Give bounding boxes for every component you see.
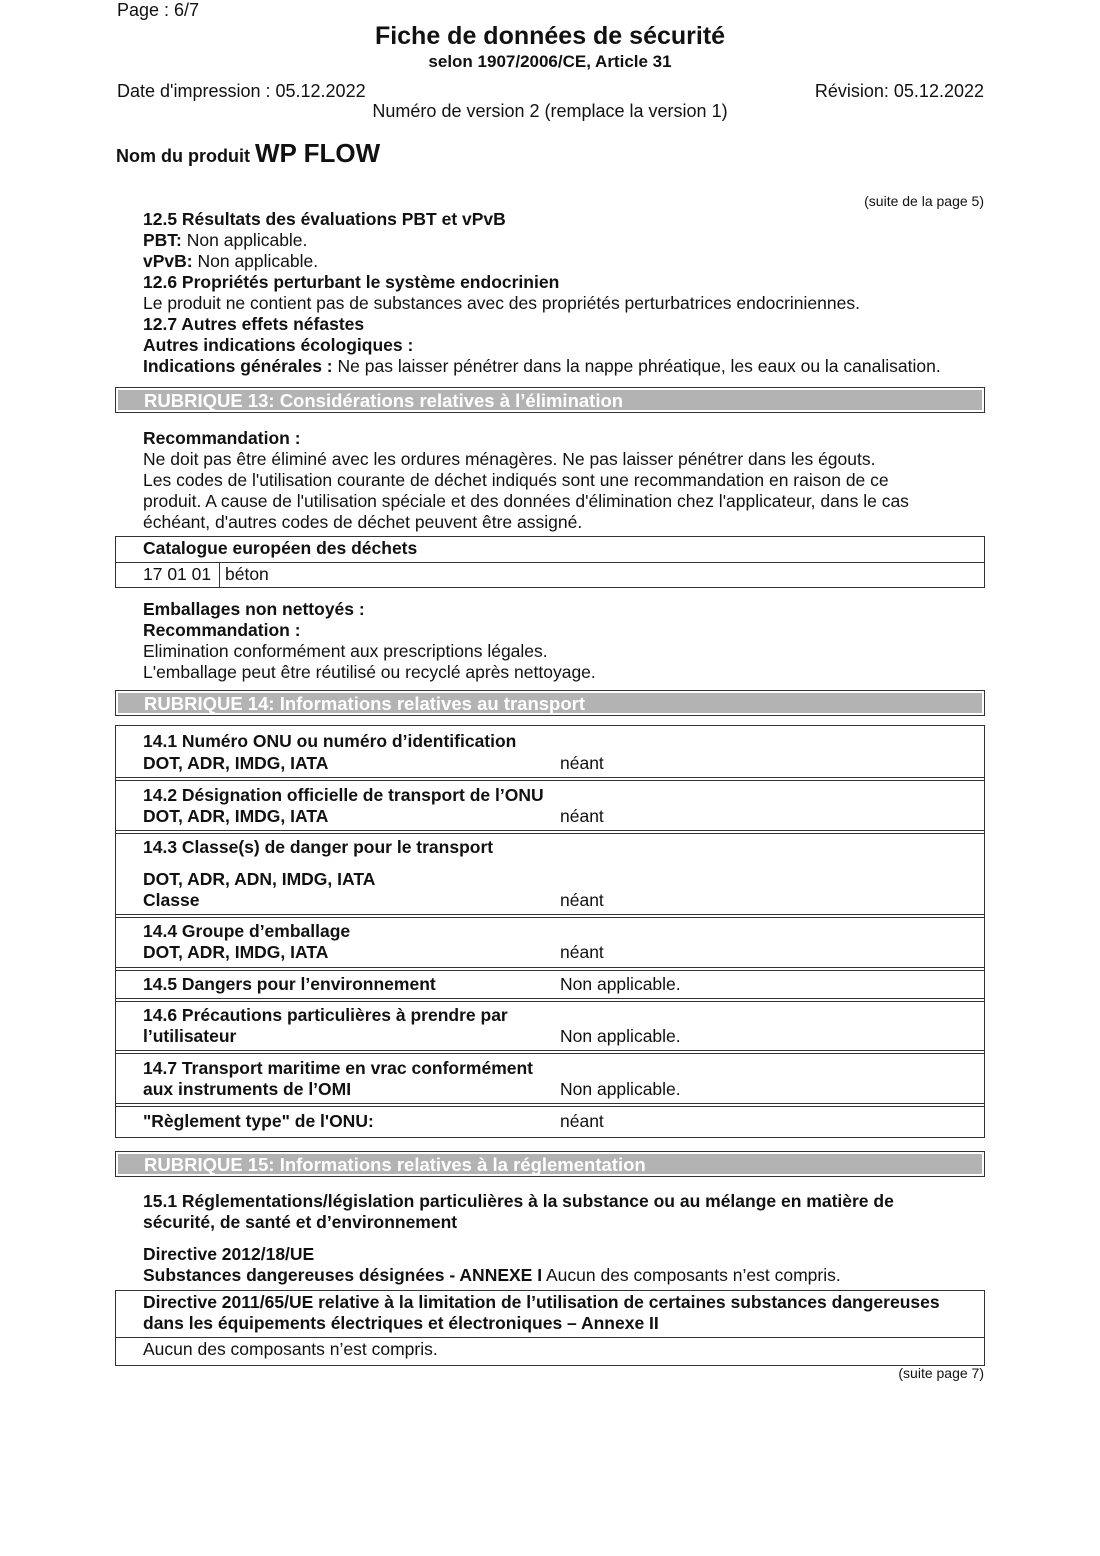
divider: [116, 1001, 984, 1002]
document-subtitle: selon 1907/2006/CE, Article 31: [428, 52, 672, 71]
divider: [116, 914, 984, 915]
transport-14-3-value: néant: [560, 890, 604, 910]
page-number: Page : 6/7: [117, 0, 200, 20]
un-model-regulation-label: "Règlement type" de l'ONU:: [143, 1111, 374, 1131]
section-12: [143, 209, 985, 377]
divider: [116, 998, 984, 999]
general-text: Ne pas laisser pénétrer dans la nappe phréatique, les eaux ou la canalisation.: [337, 356, 941, 376]
continued-from: (suite de la page 5): [864, 193, 984, 209]
transport-14-4-value: néant: [560, 942, 604, 962]
document-title: Fiche de données de sécurité: [374, 22, 726, 50]
transport-14-2-title: 14.2 Désignation officielle de transport de l’ONU: [143, 785, 544, 805]
directive-2011-table: [115, 1290, 985, 1366]
divider: [116, 1106, 984, 1107]
heading-15-1: 15.1 Réglementations/législation particulières à la substance ou au mélange en matière de: [143, 1191, 894, 1211]
divider: [116, 777, 984, 778]
waste-catalogue-table: [115, 536, 985, 588]
un-model-regulation-value: néant: [560, 1111, 604, 1131]
divider: [116, 1103, 984, 1104]
divider: [116, 967, 984, 968]
transport-14-3-title: 14.3 Classe(s) de danger pour le transport: [143, 837, 494, 857]
transport-14-7-value: Non applicable.: [560, 1079, 681, 1099]
heading-12-6: 12.6 Propriétés perturbant le système endocrinien: [143, 272, 560, 292]
heading-15-1-cont: sécurité, de santé et d’environnement: [143, 1212, 458, 1232]
vpvb-line: [143, 251, 985, 272]
divider: [116, 833, 984, 834]
divider: [116, 1337, 984, 1338]
packaging-line: L'emballage peut être réutilisé ou recyclé après nettoyage.: [143, 662, 596, 682]
recommendation-line: produit. A cause de l'utilisation spéciale et des données d'élimination chez l'applicateur, dans le cas: [143, 491, 909, 511]
pbt-label: PBT:: [143, 230, 182, 250]
transport-14-6-title-cont: l’utilisateur: [143, 1026, 237, 1046]
packaging-line: Elimination conformément aux prescriptions légales.: [143, 641, 548, 661]
divider: [116, 1050, 984, 1051]
heading-12-7: 12.7 Autres effets néfastes: [143, 314, 365, 334]
version-number: Numéro de version 2 (remplace la version 1): [372, 101, 728, 121]
section-14-band: RUBRIQUE 14: Informations relatives au transport: [115, 690, 985, 716]
transport-14-4-modes: DOT, ADR, IMDG, IATA: [143, 942, 329, 962]
section-13-packaging: [143, 599, 985, 683]
section-15-band: RUBRIQUE 15: Informations relatives à la réglementation: [115, 1151, 985, 1177]
divider: [116, 780, 984, 781]
revision-date: Révision: 05.12.2022: [814, 81, 984, 101]
transport-14-5-title: 14.5 Dangers pour l’environnement: [143, 974, 436, 994]
general-indications: [143, 356, 985, 377]
product-label: Nom du produit: [116, 146, 250, 166]
general-label: Indications générales :: [143, 356, 333, 376]
divider: [116, 830, 984, 831]
heading-12-5: 12.5 Résultats des évaluations PBT et vPvB: [143, 209, 506, 229]
directive-2011-title-cont: dans les équipements électriques et électroniques – Annexe II: [143, 1313, 659, 1333]
transport-14-6-title: 14.6 Précautions particulières à prendre par: [143, 1005, 508, 1025]
divider: [116, 562, 984, 563]
uncleaned-packaging-label: Emballages non nettoyés :: [143, 599, 365, 619]
transport-14-1-value: néant: [560, 753, 604, 773]
product-name: WP FLOW: [255, 138, 381, 168]
catalogue-header: Catalogue européen des déchets: [143, 538, 418, 558]
recommendation-label: Recommandation :: [143, 428, 301, 448]
print-date: Date d'impression : 05.12.2022: [117, 81, 366, 101]
directive-2012-block: [143, 1244, 985, 1286]
catalogue-description: béton: [225, 564, 269, 584]
transport-14-1-modes: DOT, ADR, IMDG, IATA: [143, 753, 329, 773]
divider: [116, 917, 984, 918]
transport-14-2-modes: DOT, ADR, IMDG, IATA: [143, 806, 329, 826]
recommendation-line: Ne doit pas être éliminé avec les ordures ménagères. Ne pas laisser pénétrer dans les égouts.: [143, 449, 876, 469]
directive-2011-value: Aucun des composants n’est compris.: [143, 1339, 438, 1359]
directive-2012-title: Directive 2012/18/UE: [143, 1244, 315, 1264]
annex-value: Aucun des composants n’est compris.: [545, 1265, 841, 1285]
endocrine-text: Le produit ne contient pas de substances avec des propriétés perturbatrices endocriniennes.: [143, 293, 860, 313]
recommendation-line: Les codes de l'utilisation courante de déchet indiqués sont une recommandation en raison de ce: [143, 470, 889, 490]
section-13-recommendation: [143, 428, 985, 533]
divider: [116, 970, 984, 971]
annex-line: [143, 1265, 985, 1286]
section-15-1: [143, 1191, 985, 1233]
recommendation-line: échéant, d'autres codes de déchet peuvent être assigné.: [143, 512, 583, 532]
section-13-band: RUBRIQUE 13: Considérations relatives à l’élimination: [115, 387, 985, 413]
transport-14-2-value: néant: [560, 806, 604, 826]
transport-14-3-class-label: Classe: [143, 890, 200, 910]
directive-2011-title: Directive 2011/65/UE relative à la limitation de l’utilisation de certaines substances dangereuses: [143, 1292, 940, 1312]
pbt-line: [143, 230, 985, 251]
transport-14-3-modes: DOT, ADR, ADN, IMDG, IATA: [143, 869, 376, 889]
continued-to: (suite page 7): [898, 1365, 984, 1381]
pbt-value: Non applicable.: [186, 230, 308, 250]
transport-14-1-title: 14.1 Numéro ONU ou numéro d’identification: [143, 731, 517, 751]
product-heading: [116, 138, 381, 168]
vpvb-value: Non applicable.: [197, 251, 319, 271]
transport-14-4-title: 14.4 Groupe d’emballage: [143, 921, 351, 941]
vpvb-label: vPvB:: [143, 251, 193, 271]
transport-14-7-title-cont: aux instruments de l’OMI: [143, 1079, 352, 1099]
other-eco-label: Autres indications écologiques :: [143, 335, 414, 355]
transport-14-7-title: 14.7 Transport maritime en vrac conformément: [143, 1058, 533, 1078]
divider: [116, 1053, 984, 1054]
catalogue-code: 17 01 01: [143, 564, 212, 584]
annex-label: Substances dangereuses désignées - ANNEXE I: [143, 1265, 543, 1285]
recommendation-label: Recommandation :: [143, 620, 301, 640]
transport-14-6-value: Non applicable.: [560, 1026, 681, 1046]
transport-table: [115, 725, 985, 1138]
divider: [219, 562, 220, 587]
transport-14-5-value: Non applicable.: [560, 974, 681, 994]
